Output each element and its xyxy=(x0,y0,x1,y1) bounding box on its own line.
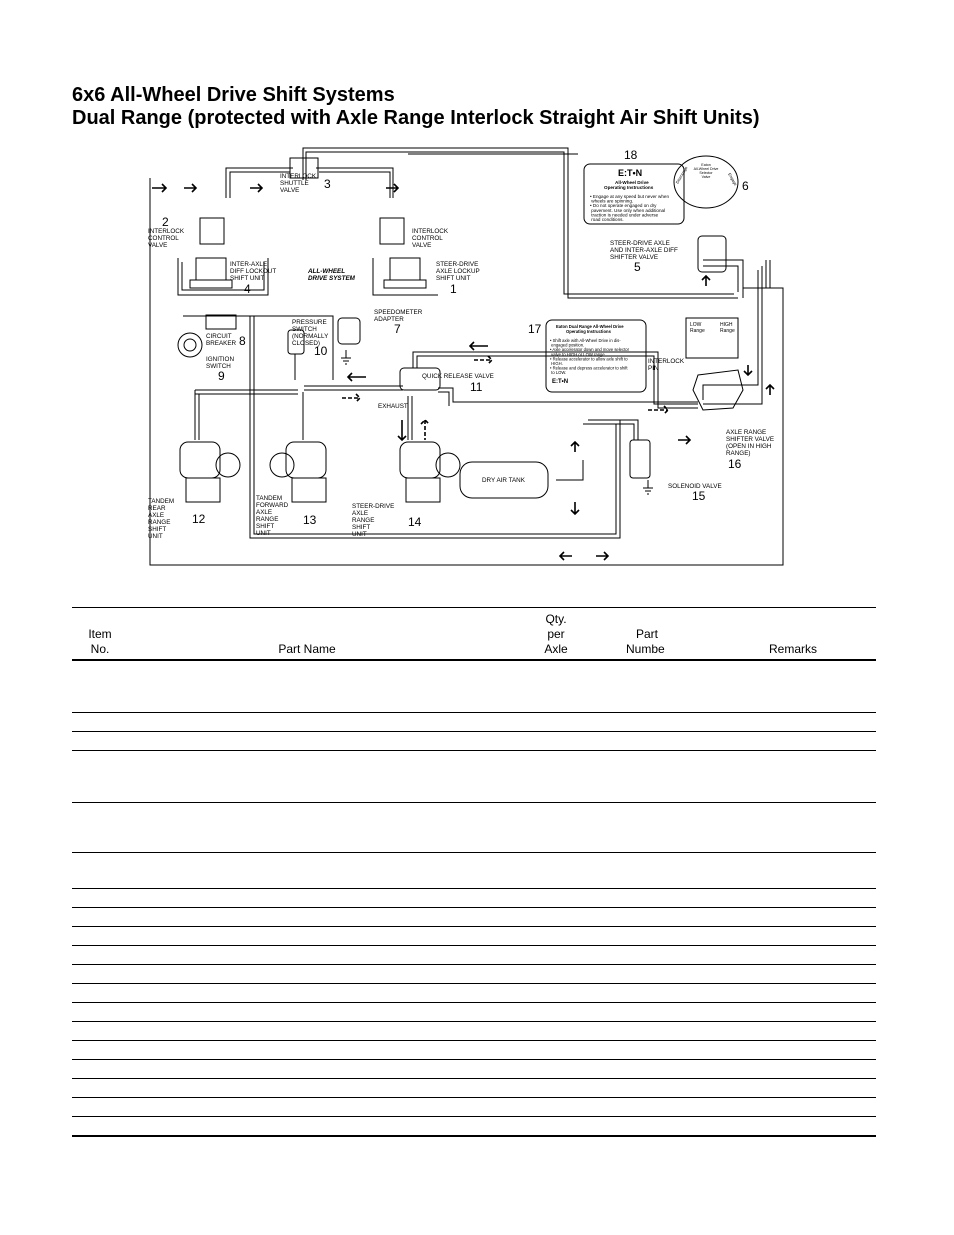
item-number-3: 3 xyxy=(324,177,331,191)
label-speedo: SPEEDOMETER ADAPTER xyxy=(374,309,423,323)
table-cell-number xyxy=(626,802,710,852)
label-shuttle: INTERLOCK SHUTTLE VALVE xyxy=(280,173,317,194)
header-part-number: Part Numbe xyxy=(626,627,665,656)
table-row xyxy=(72,852,876,888)
range-shift-unit-13 xyxy=(270,442,326,502)
table-cell-qty xyxy=(486,1021,626,1040)
flow-arrow-3 xyxy=(250,184,262,192)
table-cell-remarks xyxy=(710,712,876,731)
title-line-2: Dual Range (protected with Axle Range Interlock Straight Air Shift Units) xyxy=(72,107,760,129)
flow-arrow-17 xyxy=(766,385,774,395)
table-cell-name xyxy=(128,983,486,1002)
label-pressure-switch: PRESSURE SWITCH (NORMALLY CLOSED) xyxy=(292,319,329,347)
table-row xyxy=(72,750,876,802)
flow-arrow-18 xyxy=(702,276,710,286)
table-cell-number xyxy=(626,1097,710,1116)
air-line-shuttle-down xyxy=(303,148,738,298)
table-cell-qty xyxy=(486,1078,626,1097)
item-number-11: 11 xyxy=(470,380,483,394)
label-unit12: TANDEM REAR AXLE RANGE SHIFT UNIT xyxy=(148,498,175,540)
table-cell-item xyxy=(72,660,128,712)
table-cell-remarks xyxy=(710,802,876,852)
shift-unit-1 xyxy=(384,258,426,288)
item-number-16: 16 xyxy=(728,457,742,471)
table-cell-qty xyxy=(486,802,626,852)
flow-arrow-9 xyxy=(398,420,406,440)
flow-arrow-8 xyxy=(342,394,360,402)
air-line-outer xyxy=(150,178,783,565)
label-qrv: QUICK RELEASE VALVE xyxy=(422,373,494,380)
header-remarks: Remarks xyxy=(768,642,817,656)
table-cell-number xyxy=(626,1002,710,1021)
header-item-no: Item No. xyxy=(88,627,112,656)
table-cell-qty xyxy=(486,1040,626,1059)
item-number-4: 4 xyxy=(244,282,251,296)
table-cell-qty xyxy=(486,660,626,712)
table-row xyxy=(72,983,876,1002)
ground-symbol xyxy=(341,350,351,364)
label-solenoid: SOLENOID VALVE xyxy=(668,483,722,490)
flow-arrow-10 xyxy=(421,420,429,440)
table-cell-number xyxy=(626,1059,710,1078)
label-diff-lock: INTER-AXLE DIFF LOCKOUT SHIFT UNIT xyxy=(230,261,277,282)
table-cell-item xyxy=(72,802,128,852)
table-cell-name xyxy=(128,926,486,945)
table-cell-qty xyxy=(486,945,626,964)
table-cell-remarks xyxy=(710,945,876,964)
plate17-brand: E:T•N xyxy=(552,379,569,385)
flow-arrow-12 xyxy=(678,436,690,444)
table-cell-number xyxy=(626,926,710,945)
flow-arrow-14 xyxy=(571,502,579,514)
table-cell-qty xyxy=(486,926,626,945)
label-ilv-right: INTERLOCK CONTROL VALVE xyxy=(412,228,449,249)
item-number-15: 15 xyxy=(692,489,706,503)
table-cell-number xyxy=(626,1040,710,1059)
item-number-14: 14 xyxy=(408,515,422,529)
table-cell-qty xyxy=(486,964,626,983)
table-cell-item xyxy=(72,983,128,1002)
table-cell-item xyxy=(72,1116,128,1136)
table-cell-remarks xyxy=(710,983,876,1002)
label-steer-lock: STEER-DRIVE AXLE LOCKUP SHIFT UNIT xyxy=(436,261,480,282)
table-cell-remarks xyxy=(710,1021,876,1040)
plate17-heading: Eaton Dual Range All-Wheel Drive Operating Instructions xyxy=(556,324,624,334)
range-shift-unit-14 xyxy=(400,442,460,502)
table-cell-qty xyxy=(486,731,626,750)
table-row xyxy=(72,712,876,731)
table-cell-item xyxy=(72,945,128,964)
table-cell-name xyxy=(128,852,486,888)
flow-arrow-16 xyxy=(596,552,608,560)
table-cell-remarks xyxy=(710,731,876,750)
table-cell-number xyxy=(626,1116,710,1136)
air-line-tank-right xyxy=(556,460,583,480)
table-cell-item xyxy=(72,712,128,731)
table-cell-number xyxy=(626,945,710,964)
table-cell-remarks xyxy=(710,1002,876,1021)
table-cell-remarks xyxy=(710,888,876,907)
item-number-10: 10 xyxy=(314,344,328,358)
table-cell-name xyxy=(128,712,486,731)
table-cell-qty xyxy=(486,1059,626,1078)
table-row xyxy=(72,1002,876,1021)
ground-symbol-2 xyxy=(643,480,653,494)
header-part-name: Part Name xyxy=(278,642,336,656)
table-cell-item xyxy=(72,1021,128,1040)
flow-arrow-7 xyxy=(474,356,492,364)
item-number-6: 6 xyxy=(742,179,749,193)
title-line-1: 6x6 All-Wheel Drive Shift Systems xyxy=(72,84,395,106)
table-row xyxy=(72,802,876,852)
unit1-box xyxy=(373,258,438,295)
table-cell-remarks xyxy=(710,907,876,926)
table-cell-qty xyxy=(486,852,626,888)
table-cell-item xyxy=(72,1097,128,1116)
label-axle-range: AXLE RANGE SHIFTER VALVE (OPEN IN HIGH RANGE) xyxy=(726,429,775,457)
table-cell-remarks xyxy=(710,1078,876,1097)
table-row xyxy=(72,1116,876,1136)
table-cell-name xyxy=(128,660,486,712)
table-cell-item xyxy=(72,750,128,802)
table-cell-qty xyxy=(486,750,626,802)
speedometer-adapter xyxy=(338,318,360,344)
air-line-right-axle xyxy=(703,266,762,404)
table-cell-qty xyxy=(486,1116,626,1136)
label-steer-shifter: STEER-DRIVE AXLE AND INTER-AXLE DIFF SHIFTER VALVE xyxy=(610,240,678,261)
table-cell-number xyxy=(626,1021,710,1040)
table-cell-name xyxy=(128,1078,486,1097)
table-row xyxy=(72,888,876,907)
plate18-brand: E:T•N xyxy=(618,168,643,178)
steer-drive-shifter-valve-5 xyxy=(698,236,726,272)
item-number-2: 2 xyxy=(162,215,169,229)
flow-arrow-1 xyxy=(152,184,166,192)
table-cell-item xyxy=(72,964,128,983)
knob6-ring-left: Disengage xyxy=(674,165,689,185)
table-cell-item xyxy=(72,907,128,926)
label-ignition: IGNITION SWITCH xyxy=(206,356,234,370)
air-shift-system-diagram xyxy=(138,140,788,572)
interlock-valve-right xyxy=(380,218,404,244)
air-line-rear-axle xyxy=(195,390,199,440)
flow-arrow-4 xyxy=(386,184,398,192)
table-cell-number xyxy=(626,888,710,907)
table-row xyxy=(72,1097,876,1116)
air-line-shuttle-down-2 xyxy=(306,152,734,294)
parts-table xyxy=(72,607,876,1137)
air-line-unit14 xyxy=(408,396,412,440)
page-title xyxy=(72,84,759,130)
table-cell-item xyxy=(72,888,128,907)
table-cell-remarks xyxy=(710,660,876,712)
ignition-switch xyxy=(178,333,202,357)
table-cell-number xyxy=(626,712,710,731)
circuit-breaker xyxy=(206,315,236,329)
table-row xyxy=(72,1040,876,1059)
table-cell-remarks xyxy=(710,926,876,945)
table-cell-name xyxy=(128,1116,486,1136)
table-cell-name xyxy=(128,945,486,964)
item-number-12: 12 xyxy=(192,512,206,526)
label-interlock-pin: INTERLOCK PIN xyxy=(648,358,685,372)
table-cell-remarks xyxy=(710,852,876,888)
flow-arrow-15 xyxy=(560,552,572,560)
knob6-ring-right: Engage xyxy=(727,172,739,187)
table-cell-number xyxy=(626,750,710,802)
item-number-1: 1 xyxy=(450,282,457,296)
table-cell-remarks xyxy=(710,1059,876,1078)
table-cell-name xyxy=(128,1059,486,1078)
solenoid-valve xyxy=(630,440,650,478)
table-cell-qty xyxy=(486,1097,626,1116)
table-cell-name xyxy=(128,964,486,983)
table-row xyxy=(72,945,876,964)
label-unit13: TANDEM FORWARD AXLE RANGE SHIFT UNIT xyxy=(256,495,289,537)
table-cell-qty xyxy=(486,907,626,926)
table-row xyxy=(72,660,876,712)
knob6-text: Eaton All-Wheel Drive Selector Valve xyxy=(693,163,719,179)
table-cell-name xyxy=(128,1002,486,1021)
table-cell-name xyxy=(128,750,486,802)
table-cell-item xyxy=(72,1078,128,1097)
table-cell-name xyxy=(128,1040,486,1059)
label-breaker: CIRCUIT BREAKER xyxy=(206,333,237,347)
table-cell-number xyxy=(626,731,710,750)
table-cell-name xyxy=(128,907,486,926)
flow-arrow-19 xyxy=(744,365,752,375)
table-cell-item xyxy=(72,926,128,945)
air-line-right-vert xyxy=(766,260,770,288)
table-cell-item xyxy=(72,1040,128,1059)
table-cell-name xyxy=(128,1097,486,1116)
label-awd-system: ALL-WHEEL DRIVE SYSTEM xyxy=(308,268,355,282)
table-cell-name xyxy=(128,731,486,750)
plate17-bullets: • Shift axle with All-Wheel Drive in dis- engaged position. • Axle accelerator down and move selector valve to HIGH or LOW range. • Release accelerator to allow axle shift to HIGH. • Release and depress accelerator to shift to LOW. xyxy=(550,338,629,376)
table-row xyxy=(72,731,876,750)
item-number-17: 17 xyxy=(528,322,542,336)
table-cell-number xyxy=(626,852,710,888)
table-cell-qty xyxy=(486,888,626,907)
item-number-9: 9 xyxy=(218,369,225,383)
table-row xyxy=(72,926,876,945)
table-row xyxy=(72,1078,876,1097)
table-row xyxy=(72,907,876,926)
table-cell-remarks xyxy=(710,1040,876,1059)
table-cell-remarks xyxy=(710,964,876,983)
table-cell-qty xyxy=(486,712,626,731)
label-ilv-left: INTERLOCK CONTROL VALVE xyxy=(148,228,185,249)
label-unit14: STEER-DRIVE AXLE RANGE SHIFT UNIT xyxy=(352,503,395,538)
table-cell-remarks xyxy=(710,1097,876,1116)
flow-arrow-13 xyxy=(571,442,579,452)
table-cell-item xyxy=(72,731,128,750)
label-high-range: HIGH Range xyxy=(720,322,735,334)
table-row xyxy=(72,964,876,983)
plate18-heading: All-Wheel Drive Operating Instructions xyxy=(604,180,654,190)
interlock-valve-left xyxy=(200,218,224,244)
flow-arrow-2 xyxy=(184,184,196,192)
table-cell-remarks xyxy=(710,750,876,802)
table-cell-item xyxy=(72,1002,128,1021)
table-cell-name xyxy=(128,1021,486,1040)
air-line-solenoid xyxy=(583,420,638,440)
item-number-5: 5 xyxy=(634,260,641,274)
item-number-13: 13 xyxy=(303,513,317,527)
table-cell-item xyxy=(72,1059,128,1078)
air-line-right-box xyxy=(703,260,743,292)
parts-table-body xyxy=(72,660,876,1136)
table-cell-number xyxy=(626,1078,710,1097)
shift-unit-4 xyxy=(190,258,232,288)
item-number-8: 8 xyxy=(239,334,246,348)
air-line-left-down xyxy=(195,390,298,394)
table-cell-name xyxy=(128,888,486,907)
flow-arrow-6 xyxy=(348,373,366,381)
table-row xyxy=(72,1059,876,1078)
item-number-7: 7 xyxy=(394,322,401,336)
label-tank: DRY AIR TANK xyxy=(482,477,525,484)
table-row xyxy=(72,1021,876,1040)
flow-arrow-5 xyxy=(470,342,488,350)
table-cell-qty xyxy=(486,1002,626,1021)
table-cell-number xyxy=(626,907,710,926)
label-low-range: LOW Range xyxy=(690,322,705,334)
table-cell-item xyxy=(72,852,128,888)
air-line-pressure-qrv xyxy=(304,386,403,390)
parts-table-header xyxy=(72,608,876,661)
plate18-bullets: • Engage at any speed but never when wheels are spinning. • Do not operate engaged on dry pavement. Use only when additional traction is needed under adverse road conditions. xyxy=(590,194,669,222)
label-exhaust: EXHAUST xyxy=(378,403,408,410)
header-qty: Qty. per Axle xyxy=(544,612,568,656)
table-cell-remarks xyxy=(710,1116,876,1136)
table-cell-number xyxy=(626,964,710,983)
table-cell-name xyxy=(128,802,486,852)
table-cell-number xyxy=(626,660,710,712)
table-cell-qty xyxy=(486,983,626,1002)
table-cell-number xyxy=(626,983,710,1002)
item-number-18: 18 xyxy=(624,148,638,162)
range-shift-unit-12 xyxy=(180,442,240,502)
